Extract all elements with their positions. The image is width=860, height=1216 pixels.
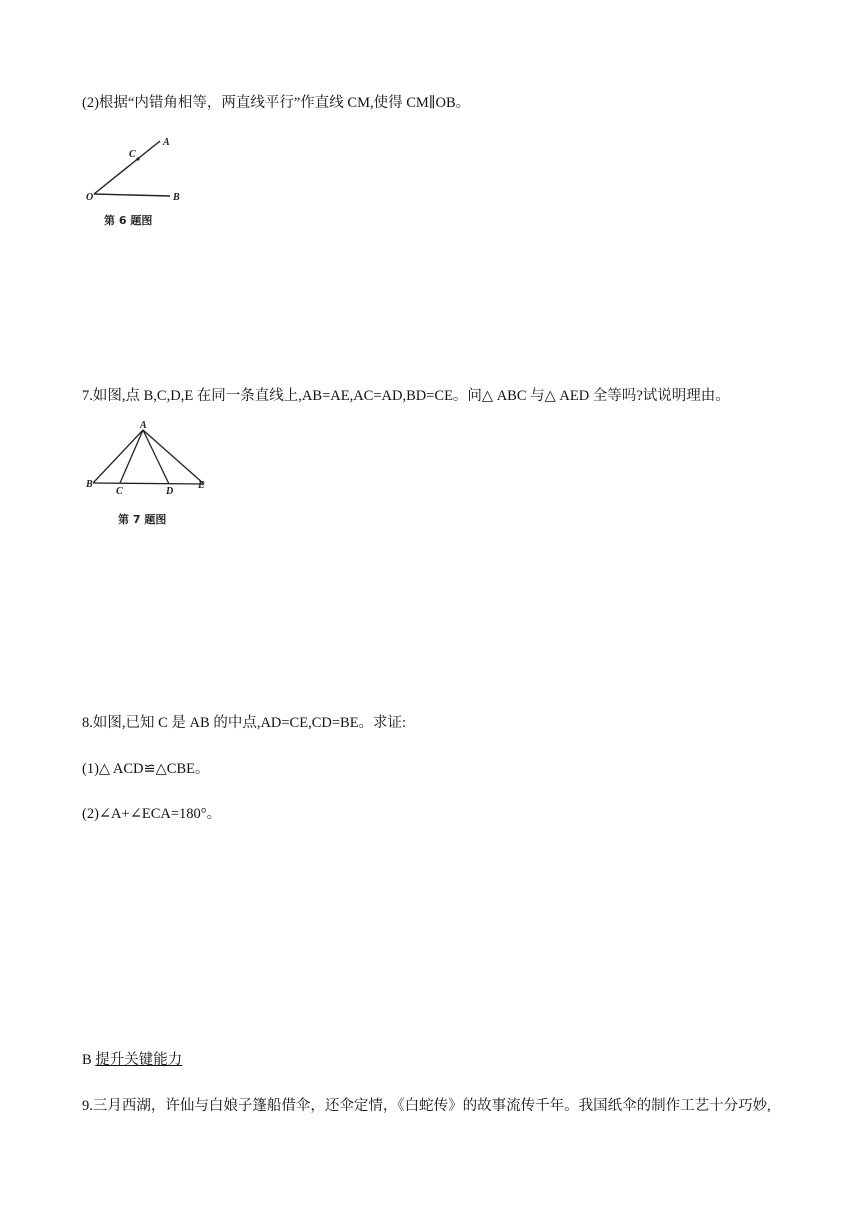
q7-text: 7.如图,点 B,C,D,E 在同一条直线上,AB=AE,AC=AD,BD=CE。问△ ABC 与△ AED 全等吗?试说明理由。 bbox=[82, 388, 730, 404]
label-a: A bbox=[140, 420, 147, 431]
figure-6-caption: 第 6 题图 bbox=[104, 214, 153, 227]
figure-6-diagram bbox=[80, 132, 200, 207]
figure-6 bbox=[80, 132, 200, 207]
q9-text: 9.三月西湖，许仙与白娘子篷船借伞，还伞定情，《白蛇传》的故事流传千年。我国纸伞的制作工艺十分巧妙, bbox=[82, 1098, 771, 1114]
segment-ab bbox=[93, 430, 143, 483]
line-be bbox=[93, 483, 204, 484]
q8-part2-text: (2)∠A+∠ECA=180°。 bbox=[82, 806, 222, 822]
segment-ac bbox=[120, 430, 143, 483]
label-o: O bbox=[86, 192, 94, 203]
figure-7-diagram bbox=[84, 420, 214, 495]
label-d: D bbox=[166, 486, 174, 497]
point-c bbox=[136, 157, 139, 160]
label-c: C bbox=[116, 486, 123, 497]
q8-text: 8.如图,已知 C 是 AB 的中点,AD=CE,CD=BE。求证: bbox=[82, 715, 407, 731]
figure-7-caption: 第 7 题图 bbox=[118, 513, 167, 526]
segment-ae bbox=[143, 430, 204, 484]
section-letter: B bbox=[82, 1052, 92, 1068]
q8-part1-text: (1)△ ACD≌△CBE。 bbox=[82, 761, 210, 777]
label-b: B bbox=[173, 192, 180, 203]
section-title: 提升关键能力 bbox=[95, 1052, 183, 1068]
section-heading bbox=[82, 1050, 182, 1070]
label-e: E bbox=[198, 480, 205, 491]
ray-ob bbox=[94, 194, 170, 196]
q6-part2-text: (2)根据“内错角相等，两直线平行”作直线 CM,使得 CM∥OB。 bbox=[82, 95, 471, 111]
figure-7 bbox=[84, 420, 214, 495]
segment-ad bbox=[143, 430, 169, 484]
label-a: A bbox=[163, 137, 170, 148]
label-b: B bbox=[86, 479, 93, 490]
ray-oa bbox=[94, 141, 160, 194]
label-c: C bbox=[129, 149, 136, 160]
